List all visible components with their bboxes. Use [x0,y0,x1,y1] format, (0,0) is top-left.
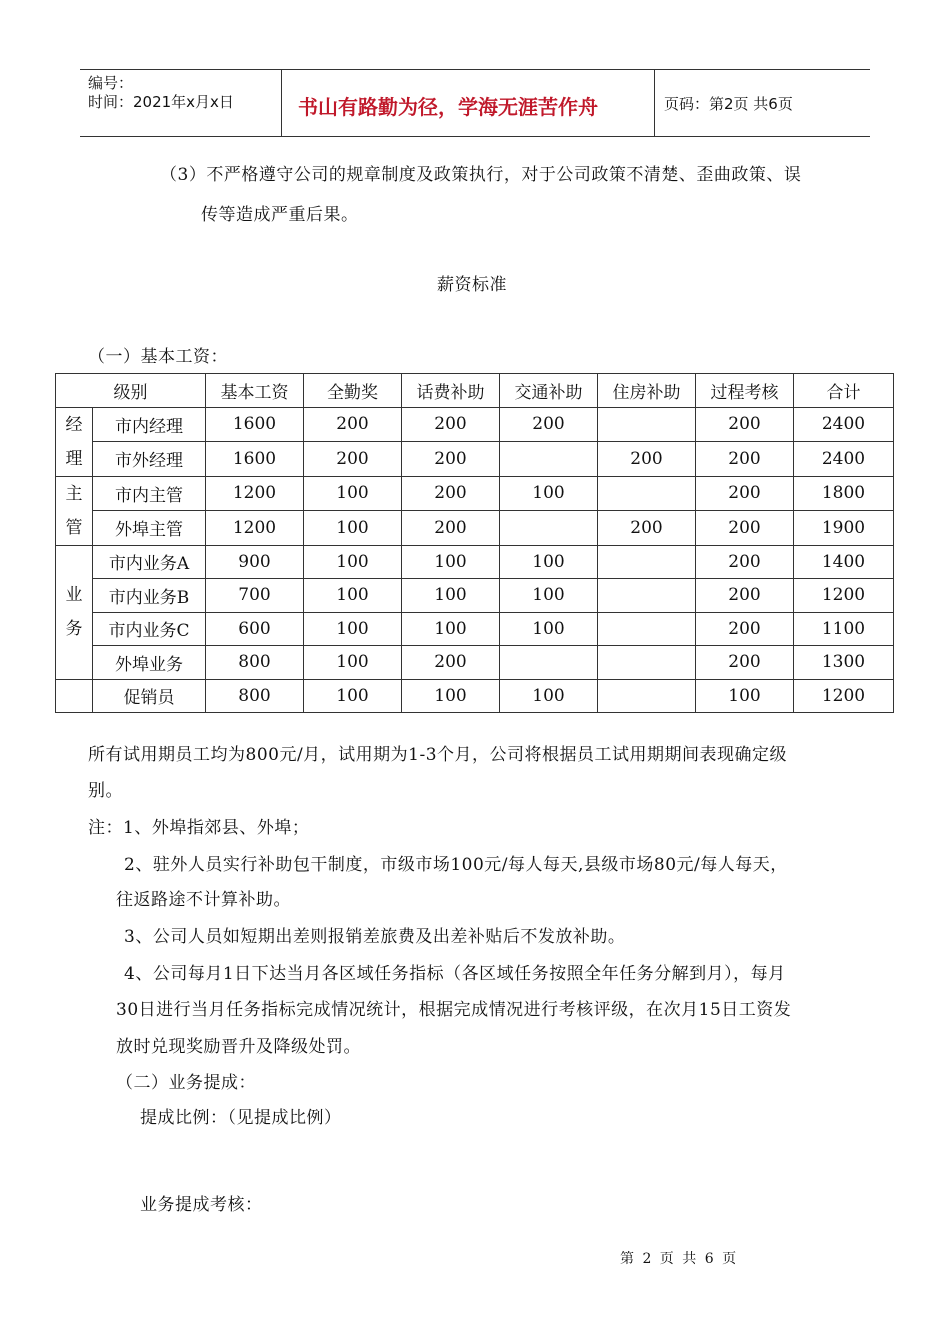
table-cell: 100 [402,579,500,613]
table-cell: 100 [304,612,402,646]
header-bottom-rule [80,136,870,137]
table-cell: 1400 [794,545,894,579]
commission-heading: （二）业务提成： [116,1073,256,1093]
table-header-row [56,374,894,408]
header-cell-base-salary: 基本工资 [206,374,304,408]
commission-assessment: 业务提成考核： [140,1195,263,1215]
clause-3-line-1: （3）不严格遵守公司的规章制度及政策执行，对于公司政策不清楚、歪曲政策、误 [160,165,802,185]
table-cell: 1200 [206,476,304,511]
table-cell: 200 [696,511,794,546]
header-cell-attendance-bonus: 全勤奖 [304,374,402,408]
table-cell: 1200 [794,579,894,613]
table-cell: 200 [696,407,794,442]
table-cell: 200 [696,612,794,646]
table-cell: 100 [304,545,402,579]
table-row [56,579,894,613]
note-2-line-2: 往返路途不计算补助。 [116,890,291,910]
header-divider-right [654,69,655,136]
note-2-line-1: 2、驻外人员实行补助包干制度，市级市场100元/每人每天,县级市场80元/每人每天， [124,855,788,875]
table-cell: 800 [206,646,304,680]
table-cell: 100 [500,679,598,713]
table-cell: 800 [206,679,304,713]
table-cell [500,511,598,546]
header-cell-process-assessment: 过程考核 [696,374,794,408]
table-row [56,545,894,579]
header-page-info: 页码：第2页 共6页 [664,95,793,113]
group-cell-supervisor: 主 管 [56,476,93,545]
probation-note-line-2: 别。 [88,781,123,801]
group-cell-business: 业 务 [56,545,93,679]
table-cell: 200 [402,407,500,442]
table-cell [598,612,696,646]
note-4-line-2: 30日进行当月任务指标完成情况统计，根据完成情况进行考核评级，在次月15日工资发 [116,1000,792,1020]
table-cell: 200 [696,579,794,613]
note-1: 注：1、外埠指郊县、外埠； [88,818,310,838]
probation-note-line-1: 所有试用期员工均为800元/月，试用期为1-3个月，公司将根据员工试用期期间表现确定级 [88,745,788,765]
table-cell: 200 [696,545,794,579]
table-cell: 100 [696,679,794,713]
table-cell [598,545,696,579]
table-cell: 1800 [794,476,894,511]
note-3: 3、公司人员如短期出差则报销差旅费及出差补贴后不发放补助。 [124,927,626,947]
header-cell-housing-allowance: 住房补助 [598,374,696,408]
table-row [56,511,894,546]
header-cell-phone-allowance: 话费补助 [402,374,500,408]
header-motto: 书山有路勤为径，学海无涯苦作舟 [298,95,598,119]
table-cell: 200 [696,646,794,680]
document-number-label: 编号： [88,74,134,92]
table-cell: 200 [402,442,500,477]
table-cell: 100 [402,679,500,713]
table-cell: 100 [500,579,598,613]
table-cell: 100 [304,511,402,546]
table-cell [500,442,598,477]
table-cell: 100 [500,612,598,646]
table-cell: 1600 [206,407,304,442]
base-salary-heading: （一）基本工资： [88,347,228,367]
table-cell: 2400 [794,407,894,442]
table-cell: 市内主管 [93,476,206,511]
table-cell: 市内业务B [93,579,206,613]
document-date: 时间：2021年x月x日 [88,93,234,111]
table-cell: 外埠业务 [93,646,206,680]
note-4-line-3: 放时兑现奖励晋升及降级处罚。 [116,1037,361,1057]
header-cell-total: 合计 [794,374,894,408]
table-row [56,612,894,646]
note-4-line-1: 4、公司每月1日下达当月各区域任务指标（各区域任务按照全年任务分解到月），每月 [124,964,786,984]
table-cell: 1300 [794,646,894,680]
commission-ratio: 提成比例：（见提成比例） [140,1108,342,1128]
table-cell: 200 [402,646,500,680]
table-cell [598,407,696,442]
table-cell: 600 [206,612,304,646]
header-divider-left [281,69,282,136]
table-cell: 200 [402,511,500,546]
footer-page-number: 第 2 页 共 6 页 [620,1251,739,1267]
table-cell: 1200 [794,679,894,713]
table-cell: 900 [206,545,304,579]
table-cell: 200 [598,511,696,546]
table-cell [598,646,696,680]
salary-table [55,373,894,713]
table-cell [598,679,696,713]
table-cell: 市内业务A [93,545,206,579]
table-cell: 100 [304,579,402,613]
table-cell: 2400 [794,442,894,477]
table-cell: 200 [598,442,696,477]
table-cell: 700 [206,579,304,613]
table-cell: 100 [304,646,402,680]
group-cell-empty [56,679,93,713]
table-row [56,646,894,680]
header-cell-transport-allowance: 交通补助 [500,374,598,408]
table-cell: 1900 [794,511,894,546]
table-cell: 1200 [206,511,304,546]
table-cell [598,476,696,511]
table-cell: 市内经理 [93,407,206,442]
table-cell: 1100 [794,612,894,646]
table-cell: 1600 [206,442,304,477]
table-cell: 外埠主管 [93,511,206,546]
table-cell: 100 [304,476,402,511]
table-row [56,679,894,713]
table-cell: 200 [500,407,598,442]
table-cell: 200 [402,476,500,511]
header-top-rule [80,69,870,70]
table-cell [598,579,696,613]
table-cell: 100 [402,545,500,579]
table-row [56,476,894,511]
table-cell: 100 [402,612,500,646]
table-cell: 市外经理 [93,442,206,477]
clause-3-line-2: 传等造成严重后果。 [201,205,359,225]
table-row [56,442,894,477]
table-cell: 市内业务C [93,612,206,646]
table-cell: 100 [304,679,402,713]
table-cell [500,646,598,680]
header-cell-level: 级别 [56,374,206,408]
table-cell: 促销员 [93,679,206,713]
table-cell: 100 [500,476,598,511]
table-cell: 200 [696,476,794,511]
table-cell: 200 [304,442,402,477]
group-cell-manager: 经 理 [56,407,93,476]
section-title: 薪资标准 [437,275,507,295]
table-cell: 200 [304,407,402,442]
table-row [56,407,894,442]
table-cell: 200 [696,442,794,477]
table-cell: 100 [500,545,598,579]
